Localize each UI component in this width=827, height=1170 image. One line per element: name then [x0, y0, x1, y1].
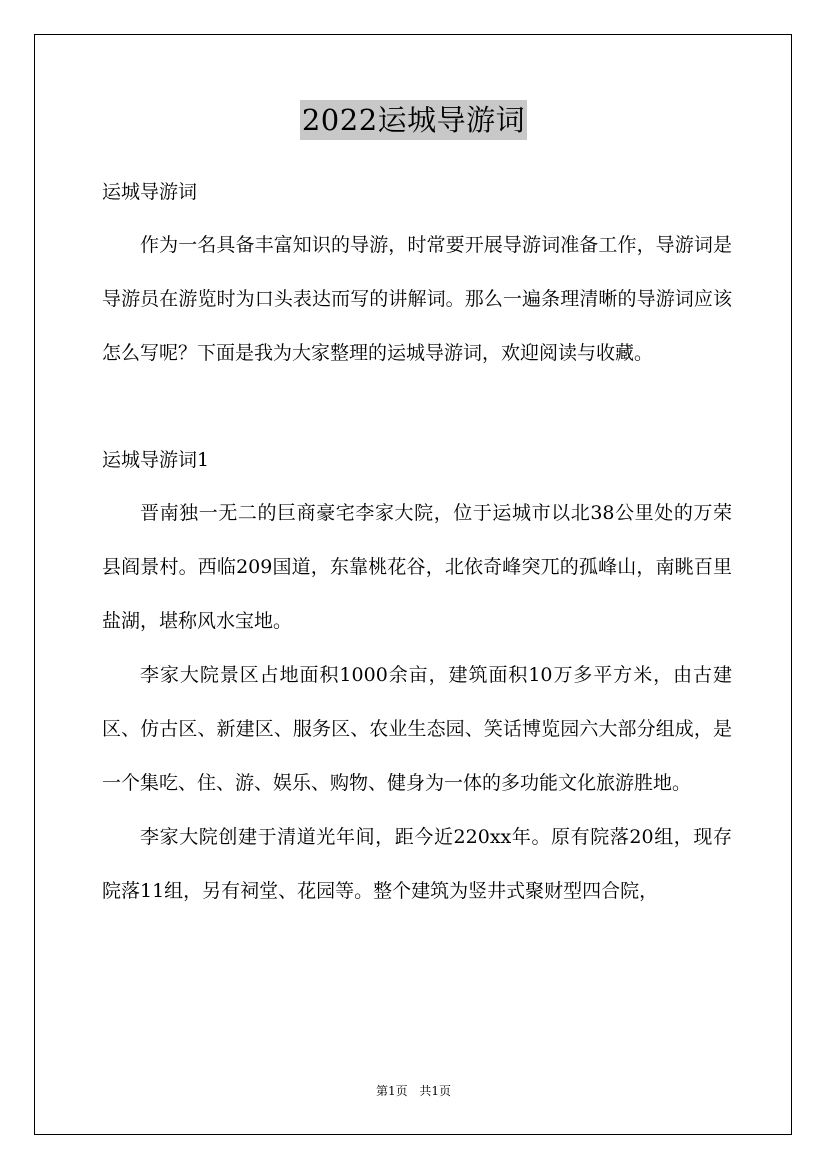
intro-heading: 运城导游词 [102, 181, 198, 203]
page-number: 第1页 [375, 1084, 408, 1098]
intro-paragraph: 作为一名具备丰富知识的导游，时常要开展导游词准备工作，导游词是导游员在游览时为口头表达而写的讲解词。那么一遍条理清晰的导游词应该怎么写呢？下面是我为大家整理的运城导游词，欢迎阅读与收藏。 [102, 234, 732, 364]
page-total: 共1页 [419, 1084, 452, 1098]
title-container [0, 100, 827, 140]
document-body [102, 166, 732, 918]
page-footer [0, 1083, 827, 1099]
body-paragraph-3: 李家大院创建于清道光年间，距今近220xx年。原有院落20组，现存院落11组，另有祠堂、花园等。整个建筑为竖井式聚财型四合院， [102, 826, 732, 902]
document-title: 2022运城导游词 [300, 100, 527, 140]
section-spacer [102, 380, 732, 434]
body-paragraph-1: 晋南独一无二的巨商豪宅李家大院，位于运城市以北38公里处的万荣县阎景村。西临209国道，东靠桃花谷，北依奇峰突兀的孤峰山，南眺百里盐湖，堪称风水宝地。 [102, 502, 732, 632]
section-heading-1: 运城导游词1 [102, 449, 210, 471]
body-paragraph-2: 李家大院景区占地面积1000余亩，建筑面积10万多平方米，由古建区、仿古区、新建区、服务区、农业生态园、笑话博览园六大部分组成，是一个集吃、住、游、娱乐、购物、健身为一体的多功能文化旅游胜地。 [102, 664, 732, 794]
